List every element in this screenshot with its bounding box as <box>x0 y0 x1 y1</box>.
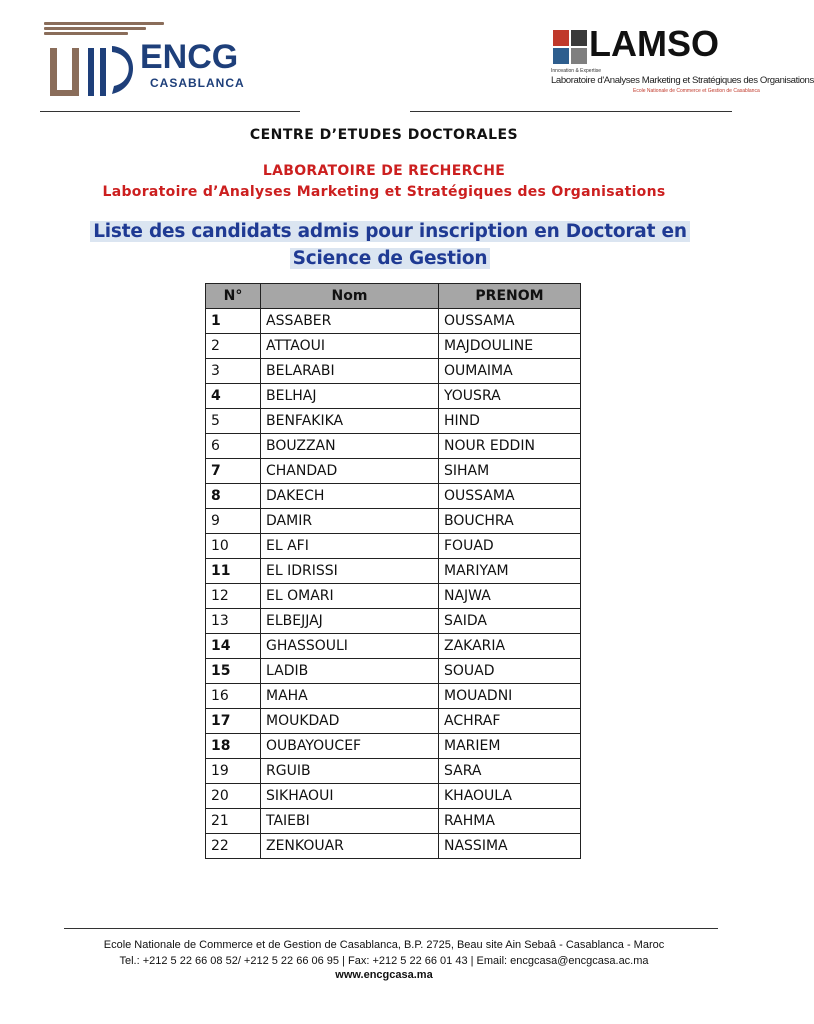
footer-address: Ecole Nationale de Commerce et de Gestion de Casablanca, B.P. 2725, Beau site Ain Sebaâ - Casablanca - Maroc <box>103 939 665 951</box>
table-row <box>206 809 581 834</box>
row-prenom: OUSSAMA <box>439 309 581 334</box>
university-name-lines <box>44 22 164 37</box>
encg-city: CASABLANCA <box>150 76 245 90</box>
row-number: 9 <box>206 509 261 534</box>
research-lab-label: LABORATOIRE DE RECHERCHE <box>262 163 506 179</box>
row-number: 8 <box>206 484 261 509</box>
row-nom: DAKECH <box>261 484 439 509</box>
row-prenom: NOUR EDDIN <box>439 434 581 459</box>
row-nom: BENFAKIKA <box>261 409 439 434</box>
row-number: 19 <box>206 759 261 784</box>
row-nom: CHANDAD <box>261 459 439 484</box>
list-title-line-1: Liste des candidats admis pour inscription en Doctorat en <box>90 221 690 242</box>
university-arabic-line <box>44 22 164 25</box>
row-nom: RGUIB <box>261 759 439 784</box>
table-row <box>206 734 581 759</box>
row-number: 3 <box>206 359 261 384</box>
row-prenom: HIND <box>439 409 581 434</box>
row-number: 21 <box>206 809 261 834</box>
header-divider-right <box>410 111 732 112</box>
table-row <box>206 659 581 684</box>
table-row <box>206 534 581 559</box>
row-prenom: SARA <box>439 759 581 784</box>
table-row <box>206 684 581 709</box>
row-number: 16 <box>206 684 261 709</box>
footer-website[interactable]: www.encgcasa.ma <box>335 969 433 981</box>
header-nom: Nom <box>261 284 439 309</box>
lamso-squares-icon <box>553 30 587 64</box>
row-prenom: SOUAD <box>439 659 581 684</box>
row-nom: TAIEBI <box>261 809 439 834</box>
lamso-logo <box>547 23 814 102</box>
encg-wordmark: ENCG <box>140 38 239 76</box>
row-prenom: MAJDOULINE <box>439 334 581 359</box>
encg-logo <box>38 22 245 100</box>
row-number: 10 <box>206 534 261 559</box>
row-number: 12 <box>206 584 261 609</box>
row-nom: ATTAOUI <box>261 334 439 359</box>
table-row <box>206 409 581 434</box>
list-title-line-2: Science de Gestion <box>290 248 491 269</box>
row-nom: EL AFI <box>261 534 439 559</box>
row-nom: SIKHAOUI <box>261 784 439 809</box>
table-row <box>206 584 581 609</box>
row-prenom: NASSIMA <box>439 834 581 859</box>
table-row <box>206 359 581 384</box>
row-prenom: RAHMA <box>439 809 581 834</box>
row-nom: LADIB <box>261 659 439 684</box>
row-number: 5 <box>206 409 261 434</box>
header-number: N° <box>206 284 261 309</box>
row-prenom: ZAKARIA <box>439 634 581 659</box>
table-row <box>206 334 581 359</box>
table-row <box>206 509 581 534</box>
table-row <box>206 634 581 659</box>
row-number: 14 <box>206 634 261 659</box>
row-number: 1 <box>206 309 261 334</box>
research-lab-name: Laboratoire d’Analyses Marketing et Stratégiques des Organisations <box>102 184 666 200</box>
row-prenom: FOUAD <box>439 534 581 559</box>
row-prenom: NAJWA <box>439 584 581 609</box>
lamso-tagline: Innovation & Expertise <box>551 68 602 74</box>
row-number: 4 <box>206 384 261 409</box>
row-prenom: MOUADNI <box>439 684 581 709</box>
row-nom: OUBAYOUCEF <box>261 734 439 759</box>
row-nom: EL OMARI <box>261 584 439 609</box>
doctoral-center-title: CENTRE D’ETUDES DOCTORALES <box>249 127 519 143</box>
row-number: 7 <box>206 459 261 484</box>
row-prenom: OUMAIMA <box>439 359 581 384</box>
row-number: 15 <box>206 659 261 684</box>
table-row <box>206 784 581 809</box>
row-nom: GHASSOULI <box>261 634 439 659</box>
row-number: 20 <box>206 784 261 809</box>
university-uh-icon <box>48 42 138 100</box>
row-nom: BOUZZAN <box>261 434 439 459</box>
row-number: 18 <box>206 734 261 759</box>
row-nom: ELBEJJAJ <box>261 609 439 634</box>
list-title <box>60 218 720 272</box>
row-nom: DAMIR <box>261 509 439 534</box>
row-nom: BELARABI <box>261 359 439 384</box>
table-row <box>206 384 581 409</box>
table-row <box>206 609 581 634</box>
university-french-line <box>44 27 146 30</box>
row-prenom: BOUCHRA <box>439 509 581 534</box>
row-prenom: YOUSRA <box>439 384 581 409</box>
university-subtitle-line <box>44 32 128 35</box>
table-row <box>206 759 581 784</box>
row-nom: MOUKDAD <box>261 709 439 734</box>
footer-divider <box>64 928 718 929</box>
row-number: 13 <box>206 609 261 634</box>
table-header-row <box>206 284 581 309</box>
row-nom: BELHAJ <box>261 384 439 409</box>
row-number: 17 <box>206 709 261 734</box>
row-prenom: KHAOULA <box>439 784 581 809</box>
admitted-candidates-table <box>205 283 581 859</box>
table-row <box>206 309 581 334</box>
row-prenom: ACHRAF <box>439 709 581 734</box>
table-row <box>206 459 581 484</box>
row-number: 11 <box>206 559 261 584</box>
table-row <box>206 434 581 459</box>
header-prenom: PRENOM <box>439 284 581 309</box>
header-divider-left <box>40 111 300 112</box>
row-nom: EL IDRISSI <box>261 559 439 584</box>
row-number: 6 <box>206 434 261 459</box>
row-nom: ZENKOUAR <box>261 834 439 859</box>
row-nom: ASSABER <box>261 309 439 334</box>
lamso-wordmark: LAMSO <box>589 23 719 64</box>
row-number: 22 <box>206 834 261 859</box>
row-nom: MAHA <box>261 684 439 709</box>
row-number: 2 <box>206 334 261 359</box>
footer-contacts: Tel.: +212 5 22 66 08 52/ +212 5 22 66 06 95 | Fax: +212 5 22 66 01 43 | Email: encgcasa@encgcasa.ac.ma <box>119 955 649 967</box>
table-row <box>206 834 581 859</box>
lamso-full-name: Laboratoire d'Analyses Marketing et Stratégiques des Organisations <box>551 75 814 86</box>
row-prenom: SIHAM <box>439 459 581 484</box>
table-row <box>206 709 581 734</box>
table-row <box>206 559 581 584</box>
row-prenom: SAIDA <box>439 609 581 634</box>
row-prenom: MARIYAM <box>439 559 581 584</box>
lamso-school-line: Ecole Nationale de Commerce et Gestion de Casablanca <box>633 88 760 94</box>
row-prenom: OUSSAMA <box>439 484 581 509</box>
row-prenom: MARIEM <box>439 734 581 759</box>
table-row <box>206 484 581 509</box>
